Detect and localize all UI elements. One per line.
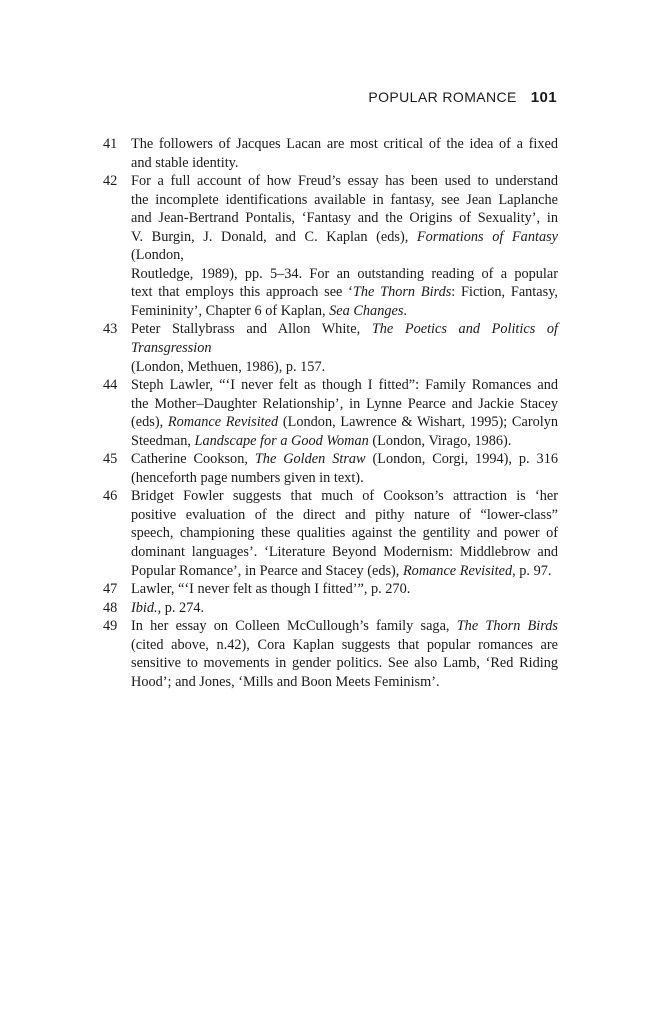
endnote-line — [131, 636, 558, 655]
endnote-line — [131, 228, 558, 265]
endnote-text — [131, 599, 558, 618]
endnote-line — [131, 562, 558, 581]
endnote-number: 44 — [103, 377, 118, 394]
endnote-text — [131, 487, 558, 580]
endnote-42 — [103, 172, 558, 320]
endnote-line — [131, 617, 558, 636]
text-run: Steph Lawler, “‘I never felt as though I fitted”: Family Romances and — [131, 377, 558, 394]
text-run: (London, Corgi, 1994), p. 316 — [365, 451, 558, 468]
endnote-line — [131, 654, 558, 673]
endnote-number: 41 — [103, 136, 118, 152]
italic-title: Formations of Fantasy — [416, 228, 558, 245]
endnote-number: 48 — [103, 599, 118, 616]
endnote-number: 45 — [103, 451, 118, 468]
italic-title: The Golden Straw — [254, 451, 366, 468]
endnote-line — [131, 191, 558, 210]
text-run: . — [403, 302, 407, 319]
text-run: : Fiction, Fantasy, — [451, 284, 558, 301]
text-run: speech, championing these qualities against the gentility and power of — [131, 525, 558, 542]
endnote-line — [131, 172, 558, 191]
endnote-line — [131, 673, 558, 692]
text-run: Hood’; and Jones, ‘Mills and Boon Meets Feminism’. — [131, 673, 440, 690]
text-run: Catherine Cookson, — [131, 451, 255, 468]
text-run: the incomplete identifications available in fantasy, see Jean Laplanche — [131, 191, 558, 208]
endnote-line — [131, 543, 558, 562]
endnote-line — [131, 320, 558, 357]
endnote-line — [131, 432, 558, 451]
endnote-text — [131, 172, 558, 320]
text-run: positive evaluation of the direct and pithy nature of “lower-class” — [131, 506, 558, 523]
endnote-number: 49 — [103, 618, 118, 635]
text-run: sensitive to movements in gender politics. See also Lamb, ‘Red Riding — [131, 655, 558, 672]
endnote-49 — [103, 617, 558, 691]
endnote-number: 42 — [103, 173, 118, 190]
endnote-line — [131, 413, 558, 432]
endnote-line — [131, 487, 558, 506]
endnote-44 — [103, 376, 558, 450]
endnotes-list — [103, 135, 558, 691]
endnote-text — [131, 450, 558, 487]
endnote-line — [131, 469, 558, 488]
text-run: (cited above, n.42), Cora Kaplan suggests that popular romances are — [131, 636, 558, 653]
endnote-line — [131, 302, 558, 321]
endnote-number: 47 — [103, 581, 118, 598]
italic-title: Romance Revisited — [402, 562, 513, 579]
endnote-43 — [103, 320, 558, 376]
endnote-line — [131, 580, 558, 599]
text-run: The followers of Jacques Lacan are most critical of the idea of a fixed — [131, 136, 558, 152]
text-run: V. Burgin, J. Donald, and C. Kaplan (eds), — [131, 228, 417, 245]
italic-title: The Poetics and Politics of Transgression — [131, 321, 558, 357]
italic-title: Landscape for a Good Woman — [194, 432, 369, 449]
endnote-41 — [103, 135, 558, 172]
text-run: , p. 274. — [157, 599, 205, 616]
endnote-text — [131, 135, 558, 172]
endnote-line — [131, 395, 558, 414]
italic-title: Sea Changes — [329, 302, 404, 319]
page-number: 101 — [530, 89, 557, 106]
text-run: (London, Methuen, 1986), p. 157. — [131, 358, 326, 375]
endnote-number: 43 — [103, 321, 118, 338]
endnote-46 — [103, 487, 558, 580]
text-run: Bridget Fowler suggests that much of Cookson’s attraction is ‘her — [131, 488, 558, 505]
endnote-text — [131, 376, 558, 450]
endnote-line — [131, 135, 558, 154]
endnote-line — [131, 524, 558, 543]
text-run: dominant languages’. ‘Literature Beyond Modernism: Middlebrow and — [131, 544, 558, 561]
text-run: For a full account of how Freud’s essay has been used to understand — [131, 173, 558, 190]
endnote-line — [131, 209, 558, 228]
text-run: the Mother–Daughter Relationship’, in Lynne Pearce and Jackie Stacey — [131, 395, 558, 412]
endnote-line — [131, 599, 558, 618]
text-run: Routledge, 1989), pp. 5–34. For an outstanding reading of a popular — [131, 265, 558, 282]
italic-title: The Thorn Birds — [456, 618, 558, 635]
text-run: and Jean-Bertrand Pontalis, ‘Fantasy and the Origins of Sexuality’, in — [131, 210, 558, 227]
text-run: text that employs this approach see ‘ — [131, 284, 353, 301]
running-head-title: POPULAR ROMANCE — [368, 89, 517, 105]
endnote-45 — [103, 450, 558, 487]
text-run: Peter Stallybrass and Allon White, — [131, 321, 372, 338]
italic-title: Romance Revisited — [167, 414, 279, 431]
endnote-line — [131, 283, 558, 302]
endnote-line — [131, 506, 558, 525]
text-run: Popular Romance’, in Pearce and Stacey (eds), — [131, 562, 403, 579]
endnote-number: 46 — [103, 488, 118, 505]
endnote-line — [131, 358, 558, 377]
italic-title: The Thorn Birds — [352, 284, 452, 301]
running-head — [368, 89, 557, 106]
endnote-line — [131, 450, 558, 469]
text-run: (London, Lawrence & Wishart, 1995); Carolyn — [278, 414, 558, 431]
text-run: In her essay on Colleen McCullough’s family saga, — [131, 618, 457, 635]
endnote-text — [131, 617, 558, 691]
endnote-text — [131, 580, 558, 599]
text-run: (eds), — [131, 414, 168, 431]
endnote-48 — [103, 599, 558, 618]
text-run: , p. 97. — [512, 562, 552, 579]
text-run: Steedman, — [131, 432, 195, 449]
endnote-text — [131, 320, 558, 376]
text-run: (London, — [131, 247, 184, 264]
text-run: Lawler, “‘I never felt as though I fitted’”, p. 270. — [131, 581, 411, 598]
text-run: Femininity’, Chapter 6 of Kaplan, — [131, 302, 330, 319]
text-run: (London, Virago, 1986). — [368, 432, 512, 449]
text-run: (henceforth page numbers given in text). — [131, 469, 364, 486]
italic-title: Ibid. — [131, 599, 158, 616]
endnote-line — [131, 376, 558, 395]
endnote-line — [131, 154, 558, 173]
text-run: and stable identity. — [131, 154, 239, 171]
endnote-line — [131, 265, 558, 284]
endnote-47 — [103, 580, 558, 599]
